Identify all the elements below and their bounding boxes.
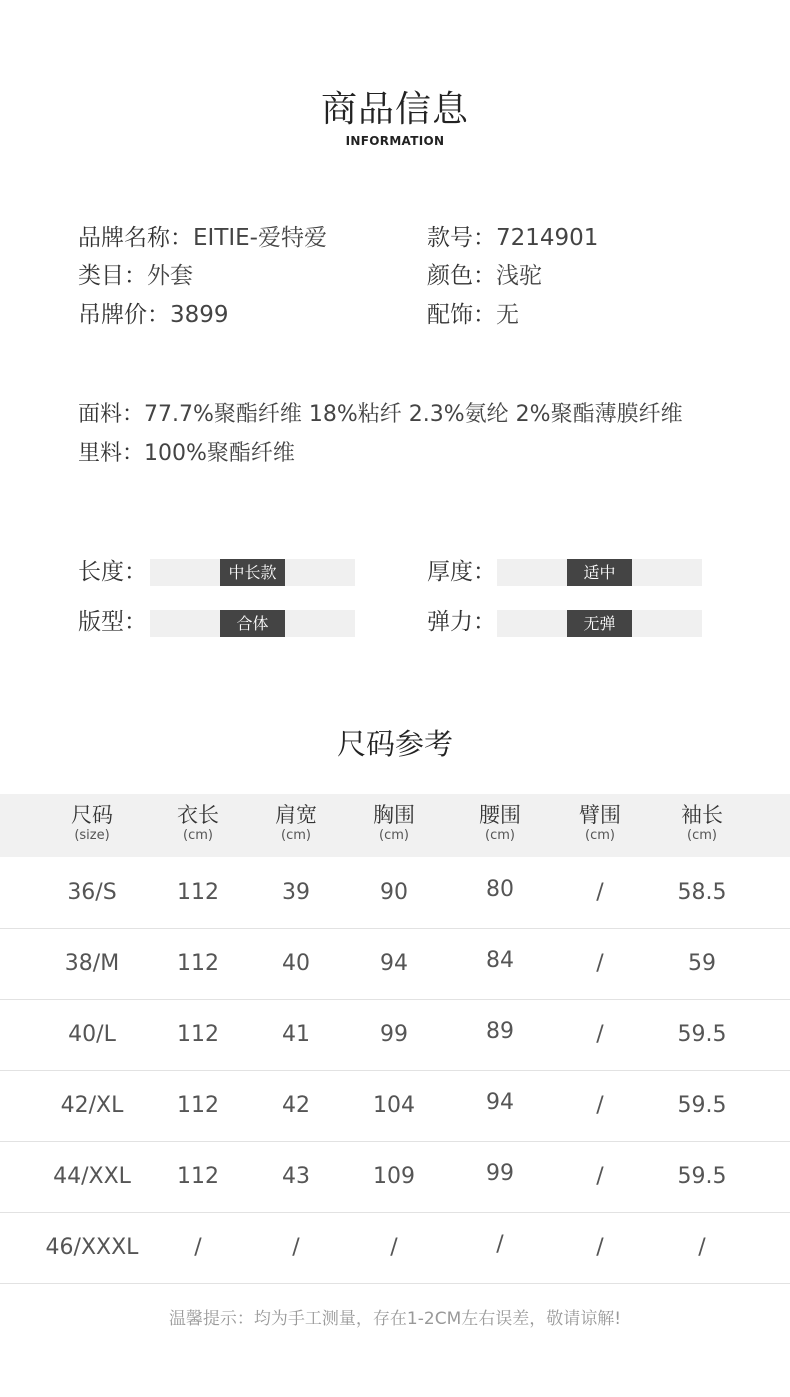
column-label: 衣长 xyxy=(177,803,219,827)
table-cell: 42/XL xyxy=(60,1093,124,1118)
category-line xyxy=(78,261,193,291)
size-table-body xyxy=(0,858,790,1284)
table-cell: / xyxy=(698,1235,706,1260)
table-cell: / xyxy=(596,1164,604,1189)
price-label: 吊牌价： xyxy=(78,302,170,328)
column-label: 尺码 xyxy=(71,803,113,827)
column-label: 肩宽 xyxy=(275,803,317,827)
price-value: 3899 xyxy=(170,302,229,328)
table-cell: / xyxy=(596,880,604,905)
color-value: 浅驼 xyxy=(496,263,542,289)
category-label: 类目： xyxy=(78,263,147,289)
style-no-label: 款号： xyxy=(427,225,496,251)
lining-label: 里料： xyxy=(78,441,145,466)
table-cell: 40/L xyxy=(68,1022,116,1047)
accessory-value: 无 xyxy=(496,302,519,328)
table-cell: 112 xyxy=(177,1093,219,1118)
column-label: 臂围 xyxy=(579,803,621,827)
elasticity-label: 弹力： xyxy=(427,609,496,635)
table-cell: / xyxy=(596,1093,604,1118)
table-cell: 43 xyxy=(282,1164,310,1189)
table-cell: 58.5 xyxy=(677,880,727,905)
fabric-label: 面料： xyxy=(78,402,145,427)
table-cell: 41 xyxy=(282,1022,310,1047)
column-header xyxy=(143,802,253,844)
table-cell: / xyxy=(194,1235,202,1260)
length-chip: 中长款 xyxy=(220,559,285,586)
fit-scale xyxy=(150,610,355,637)
thickness-chip: 适中 xyxy=(567,559,632,586)
table-cell: 59.5 xyxy=(677,1093,727,1118)
accessory-label: 配饰： xyxy=(427,302,496,328)
table-cell: 44/XXL xyxy=(53,1164,131,1189)
table-cell: 112 xyxy=(177,1022,219,1047)
table-cell: 89 xyxy=(486,1019,514,1044)
table-cell: 90 xyxy=(380,880,408,905)
table-cell: 99 xyxy=(380,1022,408,1047)
table-row xyxy=(0,1000,790,1071)
column-unit: (cm) xyxy=(585,828,615,843)
style-no-value: 7214901 xyxy=(496,225,599,251)
table-cell: 99 xyxy=(486,1161,514,1186)
page-subtitle: INFORMATION xyxy=(345,134,445,148)
table-cell: 94 xyxy=(380,951,408,976)
thickness-label: 厚度： xyxy=(427,559,496,585)
table-cell: 36/S xyxy=(67,880,117,905)
table-cell: 112 xyxy=(177,951,219,976)
column-label: 胸围 xyxy=(373,803,415,827)
column-header xyxy=(545,802,655,844)
size-chart-title: 尺码参考 xyxy=(336,727,453,761)
column-unit: (cm) xyxy=(379,828,409,843)
column-unit: (cm) xyxy=(183,828,213,843)
column-unit: (cm) xyxy=(485,828,515,843)
column-label: 腰围 xyxy=(479,803,521,827)
style-no-line xyxy=(427,223,598,253)
brand-label: 品牌名称： xyxy=(78,225,193,251)
table-cell: / xyxy=(390,1235,398,1260)
brand-value: EITIE-爱特爱 xyxy=(193,225,327,251)
fabric-value: 77.7%聚酯纤维 18%粘纤 2.3%氨纶 2%聚酯薄膜纤维 xyxy=(144,402,683,427)
table-row xyxy=(0,858,790,929)
column-header xyxy=(445,802,555,844)
table-cell: / xyxy=(292,1235,300,1260)
table-cell: 59.5 xyxy=(677,1022,727,1047)
column-unit: (size) xyxy=(74,828,110,843)
table-row xyxy=(0,1213,790,1284)
table-cell: 80 xyxy=(486,877,514,902)
table-cell: 59 xyxy=(688,951,716,976)
elasticity-scale xyxy=(497,610,702,637)
table-row xyxy=(0,1142,790,1213)
table-cell: 109 xyxy=(373,1164,415,1189)
fit-chip: 合体 xyxy=(220,610,285,637)
table-cell: 112 xyxy=(177,880,219,905)
table-cell: / xyxy=(596,951,604,976)
table-cell: 40 xyxy=(282,951,310,976)
fit-label: 版型： xyxy=(78,609,147,635)
length-label: 长度： xyxy=(78,559,147,585)
column-unit: (cm) xyxy=(687,828,717,843)
column-header xyxy=(647,802,757,844)
column-unit: (cm) xyxy=(281,828,311,843)
table-cell: 46/XXXL xyxy=(45,1235,139,1260)
table-cell: 38/M xyxy=(64,951,120,976)
size-table-header xyxy=(0,794,790,857)
table-cell: 59.5 xyxy=(677,1164,727,1189)
page-title: 商品信息 xyxy=(320,89,469,130)
accessory-line xyxy=(427,300,519,330)
measurement-note: 温馨提示：均为手工测量，存在1-2CM左右误差，敬请谅解! xyxy=(168,1309,622,1329)
table-cell: 39 xyxy=(282,880,310,905)
table-cell: 42 xyxy=(282,1093,310,1118)
table-cell: 112 xyxy=(177,1164,219,1189)
lining-line xyxy=(78,439,295,469)
price-line xyxy=(78,300,229,330)
category-value: 外套 xyxy=(147,263,193,289)
table-cell: 104 xyxy=(373,1093,415,1118)
color-label: 颜色： xyxy=(427,263,496,289)
column-header xyxy=(339,802,449,844)
table-row xyxy=(0,1071,790,1142)
length-scale xyxy=(150,559,355,586)
table-cell: / xyxy=(596,1235,604,1260)
table-cell: 94 xyxy=(486,1090,514,1115)
column-header xyxy=(37,802,147,844)
brand-line xyxy=(78,223,327,253)
table-row xyxy=(0,929,790,1000)
elasticity-chip: 无弹 xyxy=(567,610,632,637)
table-cell: 84 xyxy=(486,948,514,973)
lining-value: 100%聚酯纤维 xyxy=(144,441,295,466)
fabric-line xyxy=(78,400,683,430)
color-line xyxy=(427,261,542,291)
table-cell: / xyxy=(496,1232,504,1257)
column-header xyxy=(241,802,351,844)
thickness-scale xyxy=(497,559,702,586)
table-cell: / xyxy=(596,1022,604,1047)
column-label: 袖长 xyxy=(681,803,723,827)
